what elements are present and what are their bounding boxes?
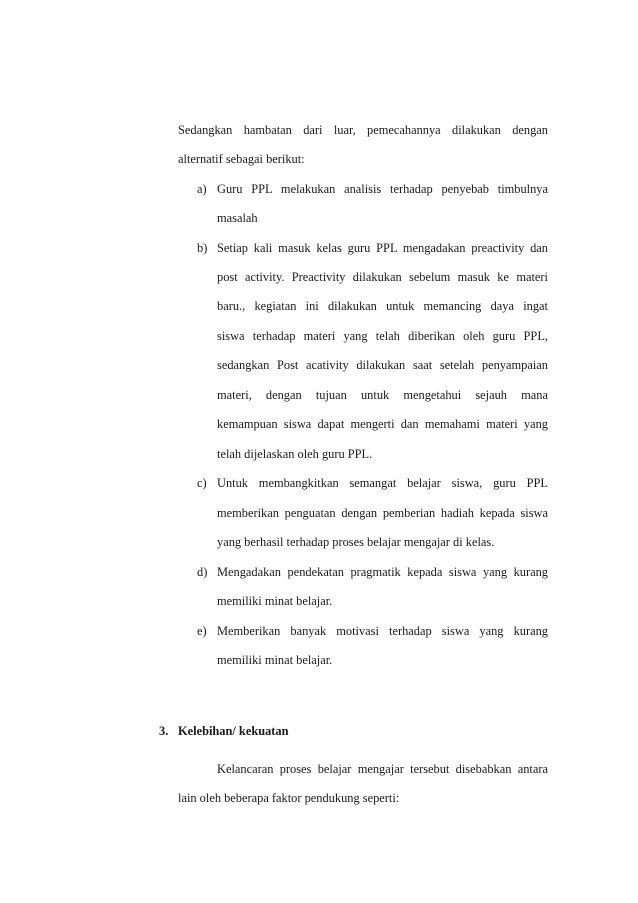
- section-number: 3.: [159, 724, 169, 738]
- list-item-b-line-4: siswa terhadap materi yang telah diberikan oleh guru PPL,: [217, 329, 548, 343]
- list-item-e-line-2: memiliki minat belajar.: [217, 653, 333, 667]
- closing-line-2: lain oleh beberapa faktor pendukung seperti:: [178, 791, 400, 805]
- list-item-c-line-2: memberikan penguatan dengan pemberian hadiah kepada siswa: [217, 506, 548, 520]
- closing-line-1: Kelancaran proses belajar mengajar tersebut disebabkan antara: [217, 762, 548, 776]
- list-item-b-line-7: kemampuan siswa dapat mengerti dan memahami materi yang: [217, 417, 548, 431]
- list-item-c-line-1: Untuk membangkitkan semangat belajar siswa, guru PPL: [217, 476, 548, 490]
- section-title: Kelebihan/ kekuatan: [178, 724, 289, 738]
- list-item-d-line-1: Mengadakan pendekatan pragmatik kepada siswa yang kurang: [217, 565, 548, 579]
- intro-line-1: Sedangkan hambatan dari luar, pemecahannya dilakukan dengan: [178, 123, 548, 137]
- list-marker-e: e): [197, 624, 207, 638]
- list-item-b-line-3: baru., kegiatan ini dilakukan untuk memancing daya ingat: [217, 299, 548, 313]
- list-item-b-line-6: materi, dengan tujuan untuk mengetahui sejauh mana: [217, 388, 548, 402]
- list-marker-d: d): [197, 565, 208, 579]
- list-item-e-line-1: Memberikan banyak motivasi terhadap siswa yang kurang: [217, 624, 548, 638]
- list-marker-b: b): [197, 241, 208, 255]
- list-item-b-line-1: Setiap kali masuk kelas guru PPL mengadakan preactivity dan: [217, 241, 548, 255]
- list-item-c-line-3: yang berhasil terhadap proses belajar mengajar di kelas.: [217, 535, 495, 549]
- list-item-a-line-2: masalah: [217, 211, 258, 225]
- list-item-b-line-2: post activity. Preactivity dilakukan sebelum masuk ke materi: [217, 270, 548, 284]
- list-item-b-line-8: telah dijelaskan oleh guru PPL.: [217, 447, 373, 461]
- list-marker-c: c): [197, 476, 207, 490]
- list-item-a-line-1: Guru PPL melakukan analisis terhadap penyebab timbulnya: [217, 182, 548, 196]
- list-item-d-line-2: memiliki minat belajar.: [217, 594, 333, 608]
- list-marker-a: a): [197, 182, 207, 196]
- list-item-b-line-5: sedangkan Post acativity dilakukan saat setelah penyampaian: [217, 358, 548, 372]
- intro-line-2: alternatif sebagai berikut:: [178, 152, 305, 166]
